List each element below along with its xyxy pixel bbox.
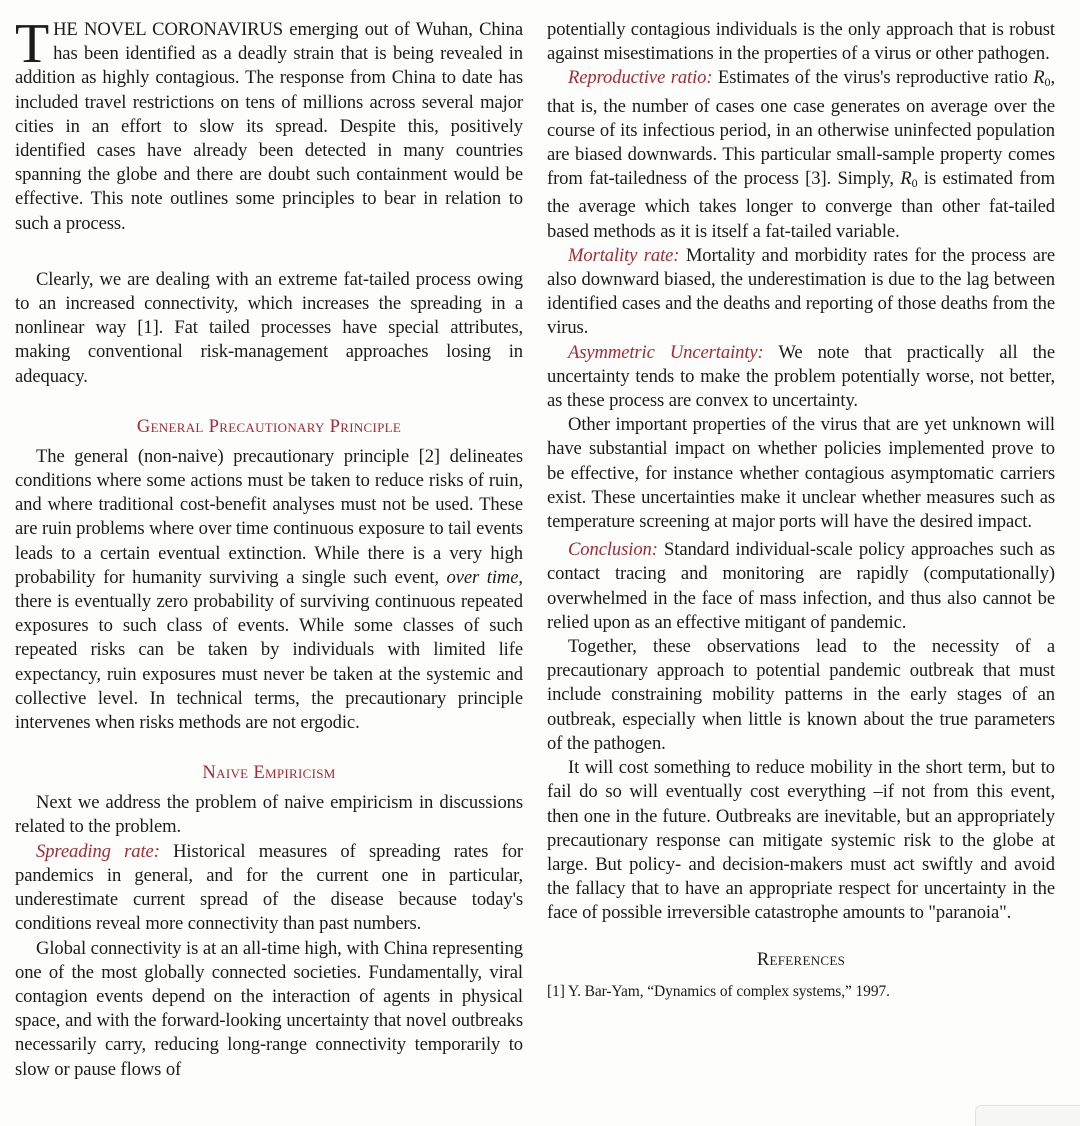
continuation-paragraph: potentially contagious individuals is the only approach that is robust against misestimations in the properties of a virus or other pathogen.: [547, 19, 1055, 65]
mortality-rate-label: Mortality rate:: [568, 244, 680, 266]
conclusion-text: Standard individual-scale policy approaches such as contact tracing and monitoring are rapidly (computationally) overwhelmed in the face of mass infection, and thus also cannot be relied upon as an effective mitigant of pandemic.: [547, 539, 1055, 633]
section-heading-naive-empiricism: Naive Empiricism: [202, 762, 336, 784]
asymmetric-uncertainty-label: Asymmetric Uncertainty:: [568, 341, 764, 363]
precautionary-text-b: , there is eventually zero probability of surviving continuous repeated exposures to such class of events. While some classes of such repeated risks can be taken by individuals with limited life expectancy, ruin exposures must never be taken at the systemic and collective level. In technical terms, the precautionary principle intervenes when risks methods are not ergodic.: [15, 566, 523, 734]
reference-item: [1] Y. Bar-Yam, “Dynamics of complex systems,” 1997.: [547, 982, 890, 1000]
reproductive-text-b: , that is, the number of cases one case generates on average over the course of its infectious period, in an otherwise uninfected population are biased downwards. This particular small-sample property comes from fat-tailedness of the process [3]. Simply,: [547, 67, 1055, 190]
mortality-rate-paragraph: [547, 244, 1055, 341]
asymmetric-uncertainty-text: We note that practically all the uncertainty tends to make the problem potentially worse, not better, as these process are convex to uncertainty.: [547, 341, 1055, 412]
r0-subscript: 0: [1044, 75, 1051, 90]
references-heading: References: [756, 948, 846, 970]
cost-paragraph: It will cost something to reduce mobility in the short term, but to fail do so will eventually cost everything –if not from this event, then one in the future. Outbreaks are inevitable, but an appropriately precautionary response can mitigate systemic risk to the globe at large. But policy- and decision-makers must act swiftly and avoid the fallacy that to have an appropriate respect for uncertainty in the face of possible irreversible catastrophe amounts to "paranoia".: [547, 757, 1055, 924]
fat-tailed-paragraph: Clearly, we are dealing with an extreme fat-tailed process owing to an increased connectivity, which increases the spreading in a nonlinear way [1]. Fat tailed processes have special attributes, making conventional risk-management approaches losing in adequacy.: [15, 268, 523, 387]
conclusion-paragraph: [547, 538, 1055, 635]
precautionary-text-a: The general (non-naive) precautionary principle [2] delineates conditions where some actions must be taken to reduce risks of ruin, and where traditional cost-benefit analyses must not be used. These are ruin problems where over time continuous exposure to tail events leads to a certain eventual extinction. While there is a very high probability for humanity surviving a single such event,: [15, 445, 523, 588]
left-column: [15, 13, 523, 1082]
right-column: [547, 18, 1055, 1002]
spreading-rate-label: Spreading rate:: [36, 840, 160, 862]
r0-subscript-2: 0: [911, 176, 918, 191]
reproductive-text-c: is estimated from the average which takes longer to converge than other fat-tailed based methods as it is itself a fat-tailed variable.: [547, 168, 1055, 242]
precautionary-paragraph: [15, 445, 523, 735]
asymmetric-uncertainty-paragraph: [547, 341, 1055, 414]
together-paragraph: Together, these observations lead to the necessity of a precautionary approach to potential pandemic outbreak that must include constraining mobility patterns in the early stages of an outbreak, especially when little is known about the true parameters of the pathogen.: [547, 636, 1055, 754]
mortality-rate-text: Mortality and morbidity rates for the process are also downward biased, the underestimation is due to the lag between identified cases and the deaths and reporting of those deaths from the virus.: [547, 244, 1055, 339]
drop-cap: T: [15, 13, 50, 75]
precautionary-emphasis: over time: [446, 566, 519, 588]
spreading-rate-paragraph: [15, 840, 523, 937]
reproductive-ratio-label: Reproductive ratio:: [568, 67, 713, 89]
section-heading-precautionary: General Precautionary Principle: [136, 415, 402, 437]
intro-paragraph: [15, 13, 523, 236]
r0-symbol-2: R: [900, 168, 912, 190]
scroll-corner-overlay: [975, 1105, 1080, 1126]
conclusion-label: Conclusion:: [568, 539, 658, 561]
r0-symbol: R: [1033, 67, 1045, 89]
reproductive-text-a: Estimates of the virus's reproductive ratio: [712, 67, 1034, 89]
empiricism-intro-paragraph: Next we address the problem of naive empiricism in discussions related to the problem.: [15, 792, 523, 838]
reproductive-ratio-paragraph: [547, 66, 1055, 243]
spreading-rate-text: Historical measures of spreading rates for pandemics in general, and for the current one in particular, underestimate current spread of the disease because today's conditions reveal more connectivity than past numbers.: [15, 840, 523, 935]
connectivity-paragraph: Global connectivity is at an all-time high, with China representing one of the most globally connected societies. Fundamentally, viral contagion events depend on the interaction of agents in physical space, and with the forward-looking uncertainty that novel outbreaks necessarily carry, reducing long-range connectivity temporarily to slow or pause flows of: [15, 937, 523, 1080]
intro-lead-caps: HE NOVEL CORONAVIRUS: [53, 19, 283, 40]
intro-text: emerging out of Wuhan, China has been identified as a deadly strain that is being revealed in addition as highly contagious. The response from China to date has included travel restrictions on tens of millions across several major cities in an effort to slow its spread. Despite this, positively identified cases have already been detected in many countries spanning the globe and there are doubt such containment would be effective. This note outlines some principles to bear in relation to such a process.: [15, 19, 523, 234]
other-properties-paragraph: Other important properties of the virus that are yet unknown will have substantial impact on whether policies implemented prove to be effective, for instance whether contagious asymptomatic carriers exist. These uncertainties make it unclear whether measures such as temperature screening at major ports will have the desired impact.: [547, 414, 1055, 533]
